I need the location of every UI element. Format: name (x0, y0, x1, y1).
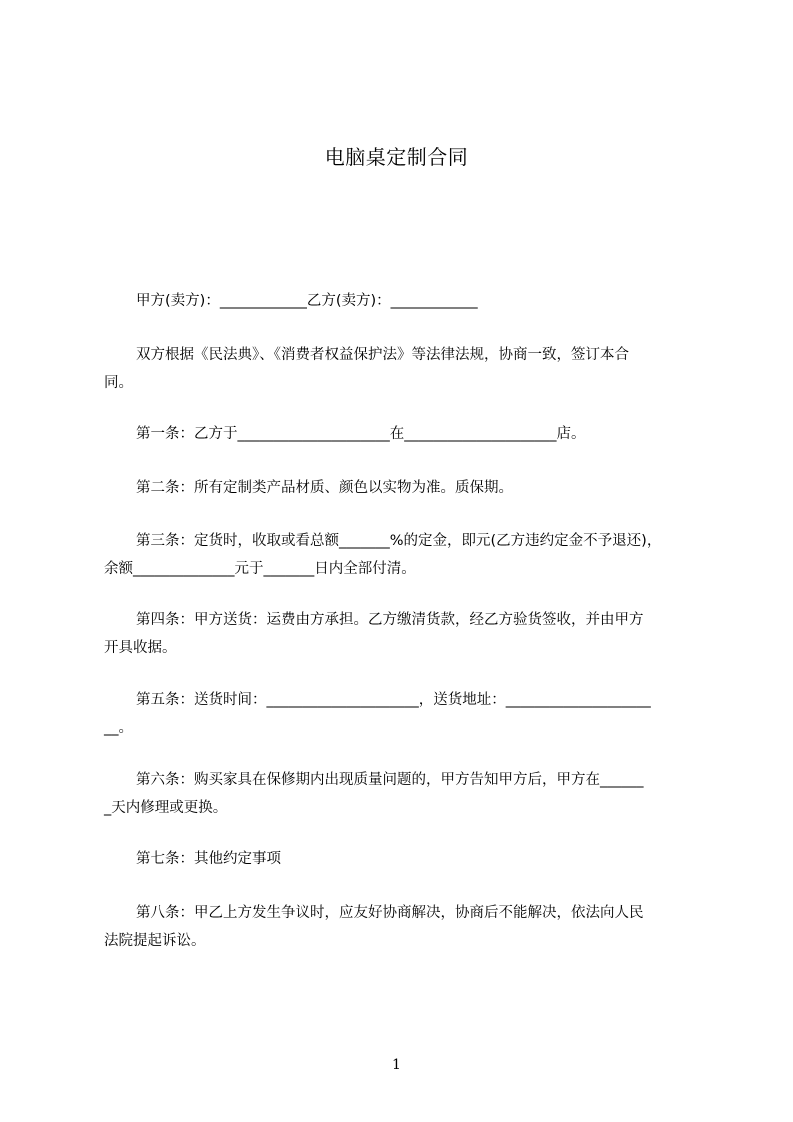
clause-5 (104, 686, 704, 742)
clause-5-line-1: 第五条：送货时间：_____________________，送货地址：____________________ (136, 692, 651, 708)
clause-3-line-1: 第三条：定货时，收取或看总额_______%的定金，即元(乙方违约定金不予退还)， (136, 533, 662, 549)
document-title: 电脑桌定制合同 (324, 145, 469, 169)
intro-line-1: 双方根据《民法典》、《消费者权益保护法》等法律法规，协商一致，签订本合 (136, 347, 629, 363)
intro-line-2: 同。 (104, 375, 133, 391)
clause-5-line-2: __。 (104, 720, 133, 736)
clause-4 (104, 606, 704, 662)
clause-4-line-1: 第四条：甲方送货：运费由方承担。乙方缴清货款，经乙方验货签收，并由甲方 (136, 612, 644, 628)
clause-8 (104, 899, 704, 955)
clause-6 (104, 766, 704, 822)
clause-6-line-2: _天内修理或更换。 (104, 800, 228, 816)
clause-3-line-2: 余额______________元于_______日内全部付清。 (104, 561, 416, 577)
page-number: 1 (392, 1057, 401, 1073)
clause-8-line-1: 第八条：甲乙上方发生争议时，应友好协商解决，协商后不能解决，依法向人民 (136, 905, 644, 921)
parties-line: 甲方(卖方)：____________乙方(卖方)：____________ (136, 293, 478, 309)
clause-2: 第二条：所有定制类产品材质、颜色以实物为准。质保期。 (136, 480, 513, 496)
clause-6-line-1: 第六条：购买家具在保修期内出现质量问题的，甲方告知甲方后，甲方在______ (136, 772, 644, 788)
clause-8-line-2: 法院提起诉讼。 (104, 933, 206, 949)
clause-1: 第一条：乙方于_____________________在_____________________店。 (136, 426, 586, 442)
clause-4-line-2: 开具收据。 (104, 640, 177, 656)
clause-3 (104, 527, 704, 583)
intro-paragraph (104, 341, 704, 397)
clause-7: 第七条：其他约定事项 (136, 851, 281, 867)
